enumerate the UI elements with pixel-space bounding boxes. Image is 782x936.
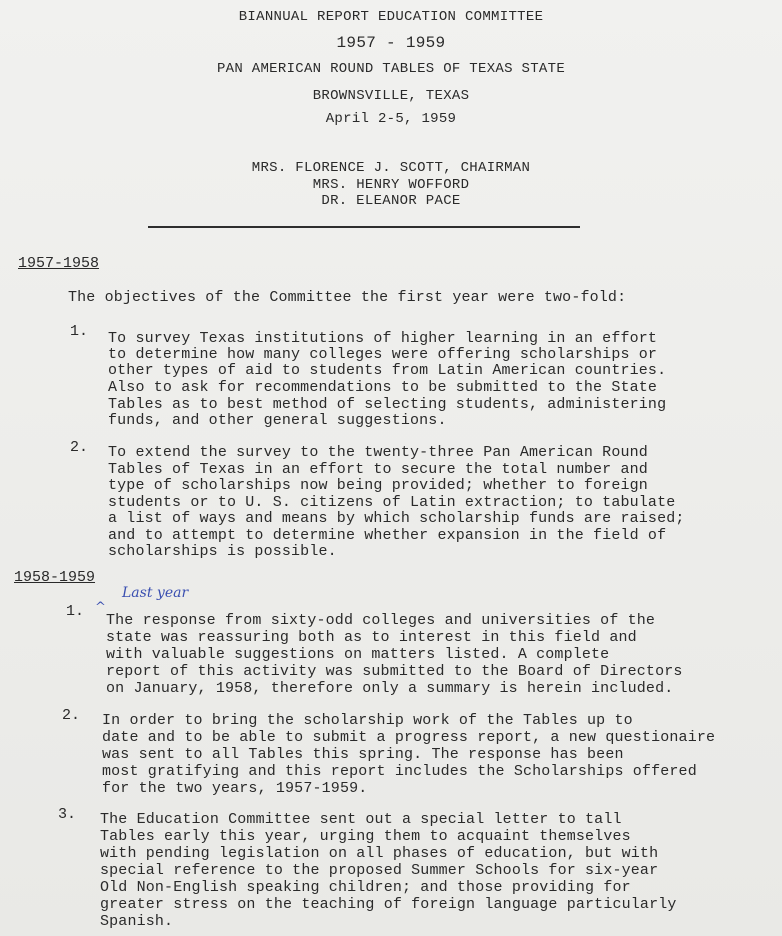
- committee-chairman: MRS. FLORENCE J. SCOTT, CHAIRMAN: [251, 160, 531, 176]
- item-line: students or to U. S. citizens of Latin extraction; to tabulate: [108, 494, 676, 511]
- item-line: with pending legislation on all phases of education, but with: [100, 845, 659, 862]
- item-line: Tables early this year, urging them to acquaint themselves: [100, 828, 631, 845]
- item-line: was sent to all Tables this spring. The response has been: [102, 746, 624, 763]
- committee-member: MRS. HENRY WOFFORD: [312, 177, 470, 193]
- item-line: Tables of Texas in an effort to secure the total number and: [108, 461, 648, 478]
- item-line: to determine how many colleges were offering scholarships or: [108, 346, 658, 363]
- committee-member: DR. ELEANOR PACE: [321, 193, 461, 209]
- item-number: 1.: [66, 603, 85, 620]
- caret-mark: ^: [95, 600, 106, 615]
- handwritten-annotation: Last year: [122, 585, 189, 601]
- item-line: greater stress on the teaching of foreign language particularly: [100, 896, 677, 913]
- item-number: 3.: [58, 806, 77, 823]
- section-heading: 1958-1959: [14, 569, 96, 586]
- item-line: Tables as to best method of selecting students, administering: [108, 396, 667, 413]
- item-line: In order to bring the scholarship work of the Tables up to: [102, 712, 633, 729]
- item-line: Also to ask for recommendations to be submitted to the State: [108, 379, 658, 396]
- section-heading: 1957-1958: [18, 255, 100, 272]
- item-line: date and to be able to submit a progress report, a new questionaire: [102, 729, 716, 746]
- item-line: The response from sixty-odd colleges and universities of the: [106, 612, 656, 629]
- report-location: BROWNSVILLE, TEXAS: [312, 88, 470, 104]
- item-line: and to attempt to determine whether expansion in the field of: [108, 527, 667, 544]
- item-line: special reference to the proposed Summer Schools for six-year: [100, 862, 659, 879]
- item-number: 1.: [70, 323, 89, 340]
- item-line: type of scholarships now being provided; whether to foreign: [108, 477, 648, 494]
- item-line: Old Non-English speaking children; and those providing for: [100, 879, 631, 896]
- report-date: April 2-5, 1959: [325, 111, 457, 127]
- report-years: 1957 - 1959: [336, 34, 446, 52]
- item-line: a list of ways and means by which scholarship funds are raised;: [108, 510, 685, 527]
- header-rule: [148, 226, 580, 228]
- item-number: 2.: [70, 439, 89, 456]
- item-line: Spanish.: [100, 913, 174, 930]
- item-line: report of this activity was submitted to the Board of Directors: [106, 663, 683, 680]
- section-intro: The objectives of the Committee the first year were two-fold:: [68, 289, 627, 306]
- item-number: 2.: [62, 707, 81, 724]
- item-line: The Education Committee sent out a special letter to tall: [100, 811, 622, 828]
- organization-name: PAN AMERICAN ROUND TABLES OF TEXAS STATE: [216, 61, 566, 77]
- item-line: To extend the survey to the twenty-three Pan American Round: [108, 444, 648, 461]
- item-line: scholarships is possible.: [108, 543, 337, 560]
- item-line: for the two years, 1957-1959.: [102, 780, 368, 797]
- item-line: funds, and other general suggestions.: [108, 412, 447, 429]
- item-line: with valuable suggestions on matters listed. A complete: [106, 646, 610, 663]
- item-line: most gratifying and this report includes the Scholarships offered: [102, 763, 697, 780]
- item-line: state was reassuring both as to interest in this field and: [106, 629, 637, 646]
- item-line: To survey Texas institutions of higher learning in an effort: [108, 330, 658, 347]
- report-title: BIANNUAL REPORT EDUCATION COMMITTEE: [238, 9, 544, 25]
- item-line: on January, 1958, therefore only a summary is herein included.: [106, 680, 674, 697]
- item-line: other types of aid to students from Latin American countries.: [108, 362, 667, 379]
